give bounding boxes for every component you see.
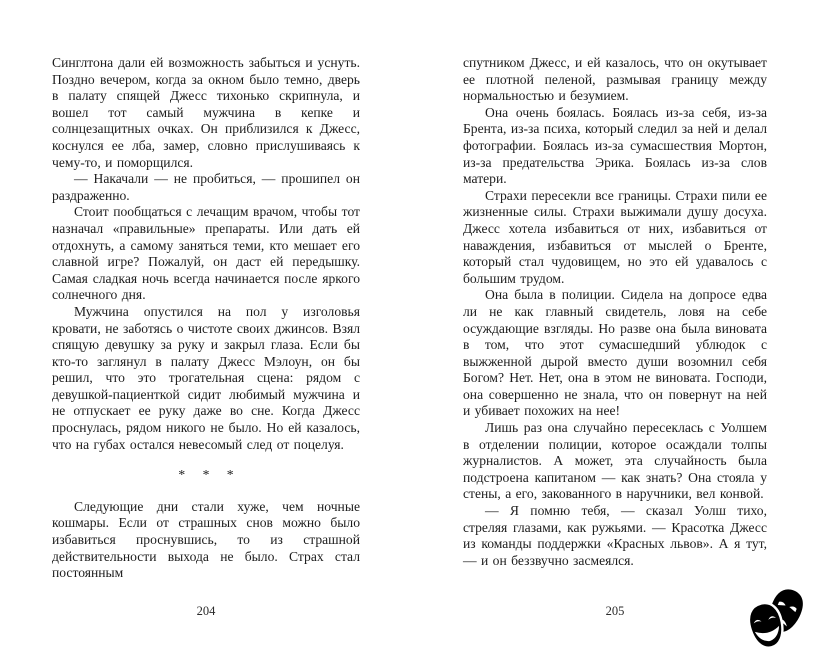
paragraph: Мужчина опустился на пол у изголовья кровати, не заботясь о чистоте своих джинсов. Взял спящую девушку за руку и закрыл глаза. Если бы кто-то заглянул в палату Джесс Мэлоун, он бы решил, что это трогательная сцена: рядом с девушкой-пациенткой сидит любимый мужчина и не отпускает ее руку даже во сне. Когда Джесс проснулась, рядом никого не было. Но ей казалось, что на губах остался невесомый след от поцелуя. <box>52 303 360 452</box>
paragraph: Синглтона дали ей возможность забыться и уснуть. Поздно вечером, когда за окном было темно, дверь в палату спящей Джесс тихонько скрипнула, и вошел тот самый мужчина в кепке и солнцезащитных очках. Он приблизился к Джесс, коснулся ее лба, замер, словно прислушиваясь к чему-то, и поморщился. <box>52 55 360 170</box>
paragraph: Она была в полиции. Сидела на допросе едва ли не как главный свидетель, ловя на себе осуждающие взгляды. Но разве она была виновата в том, что этот сумасшедший ублюдок с выжженной дырой вместо души возомнил себя Богом? Нет. Нет, она в этом не виновата. Господи, она совершенно не знала, что он повернут на ней и убивает похожих на нее! <box>463 287 767 419</box>
paragraph: — Накачали — не пробиться, — прошипел он раздраженно. <box>52 171 360 203</box>
paragraph: спутником Джесс, и ей казалось, что он окутывает ее плотной пеленой, размывая границу между нормальностью и безумием. <box>463 55 767 104</box>
paragraph: — Я помню тебя, — сказал Уолш тихо, стреляя глазами, как ружьями. — Красотка Джесс из команды поддержки «Красных львов». А я тут, — и он беззвучно засмеялся. <box>463 503 767 568</box>
theater-masks-icon <box>744 586 808 650</box>
paragraph: Лишь раз она случайно пересеклась с Уолшем в отделении полиции, которое осаждали толпы журналистов. А может, эта случайность была подстроена капитаном — как знать? Она стояла у стены, а его, закованного в наручники, вел конвой. <box>463 420 767 502</box>
paragraph: Она очень боялась. Боялась из-за себя, из-за Брента, из-за психа, который следил за ней и делал фотографии. Боялась из-за сумасшествия Мортон, из-за предательства Эрика. Боялась из-за слов матери. <box>463 104 767 187</box>
page-number-right: 205 <box>605 604 625 618</box>
right-page <box>463 55 767 569</box>
page-number-left: 204 <box>196 604 216 618</box>
section-separator: * * * <box>178 467 241 483</box>
paragraph: Следующие дни стали хуже, чем ночные кошмары. Если от страшных снов можно было избавиться проснувшись, то из страшной действительности выхода не было. Страх стал постоянным <box>52 498 360 581</box>
left-page <box>52 55 360 582</box>
paragraph: Страхи пересекли все границы. Страхи пили ее жизненные силы. Страхи выжимали душу досуха. Джесс хотела избавиться от них, избавиться от наваждения, избавиться от мыслей о Бренте, который стал чудовищем, но это ей удавалось с большим трудом. <box>463 187 767 286</box>
paragraph: Стоит пообщаться с лечащим врачом, чтобы тот назначал «правильные» препараты. Или дать ей отдохнуть, а самому заняться теми, кто мешает его славной игре? Пожалуй, он даст ей передышку. Самая сладкая ночь всегда начинается после яркого солнечного дня. <box>52 204 360 303</box>
